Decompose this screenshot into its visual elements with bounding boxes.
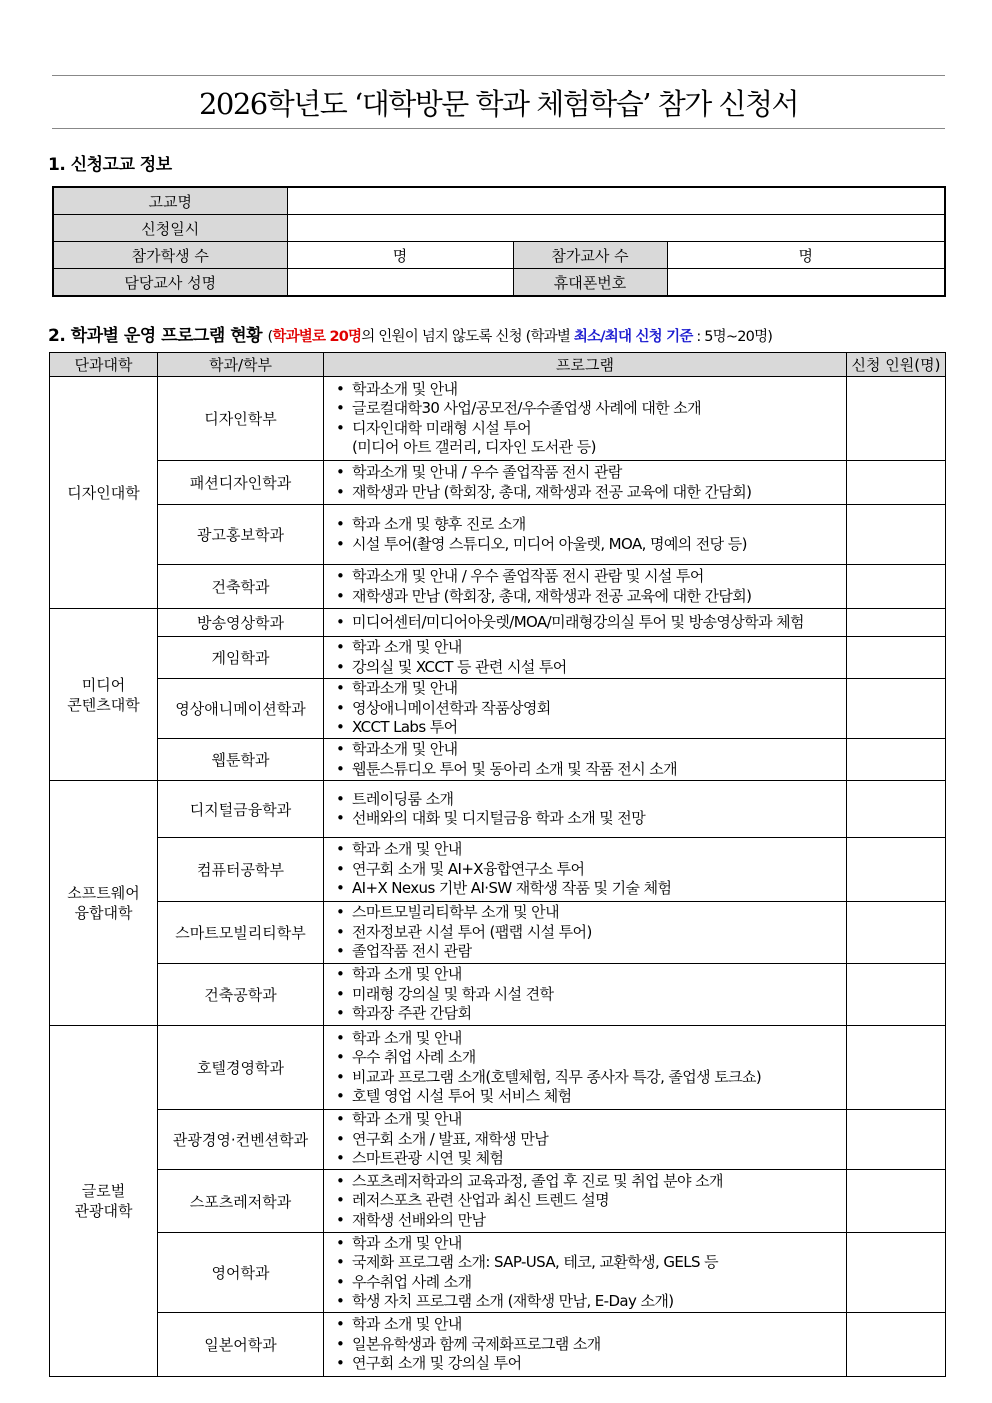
header-program: 프로그램 — [324, 353, 847, 377]
program-cell — [324, 679, 847, 739]
applicants-field[interactable] — [847, 609, 946, 637]
program-item: • 재학생 선배와의 만남 — [334, 1211, 846, 1231]
table-row — [50, 739, 946, 781]
applicants-field[interactable] — [847, 1170, 946, 1233]
section1-heading: 1. 신청고교 정보 — [48, 155, 172, 175]
program-cell — [324, 1313, 847, 1377]
students-unit: 명 — [392, 246, 408, 265]
table-row — [50, 609, 946, 637]
program-item: • 선배와의 대화 및 디지털금융 학과 소개 및 전망 — [334, 809, 846, 829]
table-row — [50, 1233, 946, 1313]
program-item: • 학과 소개 및 향후 진로 소개 — [334, 515, 846, 535]
department-name: 건축학과 — [158, 565, 324, 609]
table-row — [50, 838, 946, 902]
info-row-date — [53, 215, 945, 242]
applicants-field[interactable] — [847, 964, 946, 1026]
note-end: : 5명~20명) — [696, 329, 773, 345]
program-item: • 학과장 주관 간담회 — [334, 1004, 846, 1024]
applicants-field[interactable] — [847, 565, 946, 609]
table-row — [50, 964, 946, 1026]
info-row-contact — [53, 269, 945, 297]
program-item: • 시설 투어(촬영 스튜디오, 미디어 아울렛, MOA, 명예의 전당 등) — [334, 535, 846, 555]
teacher-name-label: 담당교사 성명 — [53, 269, 287, 297]
program-item: • 졸업작품 전시 관람 — [334, 942, 846, 962]
info-row-count — [53, 242, 945, 269]
header-department: 학과/학부 — [158, 353, 324, 377]
program-cell — [324, 377, 847, 461]
note-mid: 의 인원이 넘지 않도록 신청 (학과별 — [361, 329, 571, 345]
table-row — [50, 679, 946, 739]
program-item: • 학과소개 및 안내 / 우수 졸업작품 전시 관람 — [334, 463, 846, 483]
department-name: 컴퓨터공학부 — [158, 838, 324, 902]
program-cell — [324, 964, 847, 1026]
table-row — [50, 505, 946, 565]
note-red: 학과별로 20명 — [272, 329, 362, 345]
program-item: • 학생 자치 프로그램 소개 (재학생 만남, E-Day 소개) — [334, 1292, 846, 1312]
department-name: 광고홍보학과 — [158, 505, 324, 565]
college-name: 디자인대학 — [67, 483, 140, 502]
program-item: • 학과 소개 및 안내 — [334, 1315, 846, 1335]
college-cell — [50, 1026, 158, 1377]
section2-heading-line — [48, 321, 772, 346]
department-name: 건축공학과 — [158, 964, 324, 1026]
school-label: 고교명 — [53, 187, 287, 215]
program-item: • 일본유학생과 함께 국제화프로그램 소개 — [334, 1335, 846, 1355]
department-name: 웹툰학과 — [158, 739, 324, 781]
department-name: 방송영상학과 — [158, 609, 324, 637]
students-field[interactable] — [287, 242, 513, 269]
department-name: 영상애니메이션학과 — [158, 679, 324, 739]
program-cell — [324, 1233, 847, 1313]
title-box — [52, 75, 945, 129]
department-name: 영어학과 — [158, 1233, 324, 1313]
applicants-field[interactable] — [847, 1110, 946, 1170]
program-cell — [324, 1110, 847, 1170]
department-name: 호텔경영학과 — [158, 1026, 324, 1110]
program-item: • 학과 소개 및 안내 — [334, 965, 846, 985]
applicants-field[interactable] — [847, 1313, 946, 1377]
table-row — [50, 781, 946, 838]
college-name-line1: 미디어 — [81, 675, 126, 694]
school-field[interactable] — [287, 187, 945, 215]
college-cell — [50, 609, 158, 781]
program-item: • 영상애니메이션학과 작품상영회 — [334, 699, 846, 719]
applicants-field[interactable] — [847, 1233, 946, 1313]
header-applicants: 신청 인원(명) — [847, 353, 946, 377]
program-cell — [324, 609, 847, 637]
applicants-field[interactable] — [847, 679, 946, 739]
program-item: • 스포츠레저학과의 교육과정, 졸업 후 진로 및 취업 분야 소개 — [334, 1172, 846, 1192]
program-cell — [324, 902, 847, 964]
teachers-field[interactable] — [667, 242, 945, 269]
program-item: • 스마트관광 시연 및 체험 — [334, 1149, 846, 1169]
program-item: • 학과소개 및 안내 — [334, 380, 846, 400]
applicants-field[interactable] — [847, 637, 946, 679]
applicants-field[interactable] — [847, 739, 946, 781]
applicants-field[interactable] — [847, 781, 946, 838]
college-name-line2: 융합대학 — [74, 904, 133, 922]
teachers-unit: 명 — [798, 246, 813, 265]
college-name-line1: 글로벌 — [81, 1182, 126, 1200]
program-item: • 연구회 소개 및 AI+X융합연구소 투어 — [334, 860, 846, 880]
program-item: • 재학생과 만남 (학회장, 총대, 재학생과 전공 교육에 대한 간담회) — [334, 483, 846, 503]
college-name-line2: 콘텐츠대학 — [67, 695, 140, 714]
program-cell — [324, 781, 847, 838]
table-row — [50, 637, 946, 679]
date-field[interactable] — [287, 215, 945, 242]
department-name: 스포츠레저학과 — [158, 1170, 324, 1233]
section2-note — [268, 329, 773, 345]
program-cell — [324, 565, 847, 609]
program-item: • 우수취업 사례 소개 — [334, 1273, 846, 1293]
program-item: • 학과소개 및 안내 — [334, 679, 846, 699]
college-name-line2: 관광대학 — [74, 1202, 133, 1220]
program-item: (미디어 아트 갤러리, 디자인 도서관 등) — [352, 438, 596, 456]
program-item: • 학과 소개 및 안내 — [334, 638, 846, 658]
program-cell — [324, 461, 847, 505]
applicants-field[interactable] — [847, 902, 946, 964]
table-row — [50, 1170, 946, 1233]
program-cell — [324, 637, 847, 679]
program-cell — [324, 838, 847, 902]
students-label: 참가학생 수 — [53, 242, 287, 269]
college-name-line1: 소프트웨어 — [67, 884, 140, 902]
department-name: 패션디자인학과 — [158, 461, 324, 505]
program-item: • 강의실 및 XCCT 등 관련 시설 투어 — [334, 658, 846, 678]
program-item: • 호텔 영업 시설 투어 및 서비스 체험 — [334, 1087, 846, 1107]
program-item: • 디자인대학 미래형 시설 투어 — [334, 419, 846, 439]
teacher-name-field[interactable] — [287, 269, 513, 297]
department-name: 디자인학부 — [158, 377, 324, 461]
phone-label: 휴대폰번호 — [513, 269, 667, 297]
phone-field[interactable] — [667, 269, 945, 297]
department-name: 일본어학과 — [158, 1313, 324, 1377]
department-name: 스마트모빌리티학부 — [158, 902, 324, 964]
program-cell — [324, 505, 847, 565]
department-name: 관광경영·컨벤션학과 — [158, 1110, 324, 1170]
applicants-field[interactable] — [847, 838, 946, 902]
table-row — [50, 461, 946, 505]
program-item: • 글로컬대학30 사업/공모전/우수졸업생 사례에 대한 소개 — [334, 399, 846, 419]
program-item: • 미디어센터/미디어아웃렛/MOA/미래형강의실 투어 및 방송영상학과 체험 — [334, 613, 846, 633]
table-row — [50, 377, 946, 461]
program-item: • 트레이딩룸 소개 — [334, 790, 846, 810]
program-cell — [324, 1026, 847, 1110]
table-row — [50, 1313, 946, 1377]
info-row-school — [53, 187, 945, 215]
program-item: • 연구회 소개 및 강의실 투어 — [334, 1354, 846, 1374]
note-open: ( — [267, 329, 273, 345]
program-item: • 학과 소개 및 안내 — [334, 840, 846, 860]
applicants-field[interactable] — [847, 505, 946, 565]
header-college: 단과대학 — [50, 353, 158, 377]
program-item: • 학과 소개 및 안내 — [334, 1110, 846, 1130]
page-title: 2026학년도 ‘대학방문 학과 체험학습’ 참가 신청서 — [198, 86, 799, 121]
program-item: • 웹툰스튜디오 투어 및 동아리 소개 및 작품 전시 소개 — [334, 760, 846, 780]
program-cell — [324, 1170, 847, 1233]
program-table — [49, 352, 946, 1377]
program-item: • 비교과 프로그램 소개(호텔체험, 직무 종사자 특강, 졸업생 토크쇼) — [334, 1068, 846, 1088]
program-item: • 학과 소개 및 안내 — [334, 1029, 846, 1049]
table-row — [50, 902, 946, 964]
applicants-field[interactable] — [847, 461, 946, 505]
applicants-field[interactable] — [847, 1026, 946, 1110]
program-item: • AI+X Nexus 기반 AI·SW 재학생 작품 및 기술 체험 — [334, 879, 846, 899]
program-item: • 레저스포츠 관련 산업과 최신 트렌드 설명 — [334, 1191, 846, 1211]
program-item: • XCCT Labs 투어 — [334, 718, 846, 738]
section2-heading: 2. 학과별 운영 프로그램 현황 — [48, 326, 263, 346]
table-row — [50, 1110, 946, 1170]
department-name: 디지털금융학과 — [158, 781, 324, 838]
program-item: • 학과소개 및 안내 — [334, 740, 846, 760]
table-row — [50, 565, 946, 609]
college-cell — [50, 781, 158, 1026]
program-item: • 국제화 프로그램 소개: SAP-USA, 테코, 교환학생, GELS 등 — [334, 1253, 846, 1273]
table-row — [50, 1026, 946, 1110]
program-item: • 학과 소개 및 안내 — [334, 1234, 846, 1254]
applicants-field[interactable] — [847, 377, 946, 461]
note-blue: 최소/최대 신청 기준 — [573, 329, 693, 345]
program-item: • 스마트모빌리티학부 소개 및 안내 — [334, 903, 846, 923]
program-cell — [324, 739, 847, 781]
teachers-label: 참가교사 수 — [513, 242, 667, 269]
department-name: 게임학과 — [158, 637, 324, 679]
program-item: • 연구회 소개 / 발표, 재학생 만남 — [334, 1130, 846, 1150]
school-info-table — [52, 186, 946, 297]
program-item: • 우수 취업 사례 소개 — [334, 1048, 846, 1068]
program-item: • 전자정보관 시설 투어 (팹랩 시설 투어) — [334, 923, 846, 943]
college-cell — [50, 377, 158, 609]
program-table-header — [50, 353, 946, 377]
program-item: • 재학생과 만남 (학회장, 총대, 재학생과 전공 교육에 대한 간담회) — [334, 587, 846, 607]
program-item: • 미래형 강의실 및 학과 시설 견학 — [334, 985, 846, 1005]
date-label: 신청일시 — [53, 215, 287, 242]
program-item: • 학과소개 및 안내 / 우수 졸업작품 전시 관람 및 시설 투어 — [334, 567, 846, 587]
